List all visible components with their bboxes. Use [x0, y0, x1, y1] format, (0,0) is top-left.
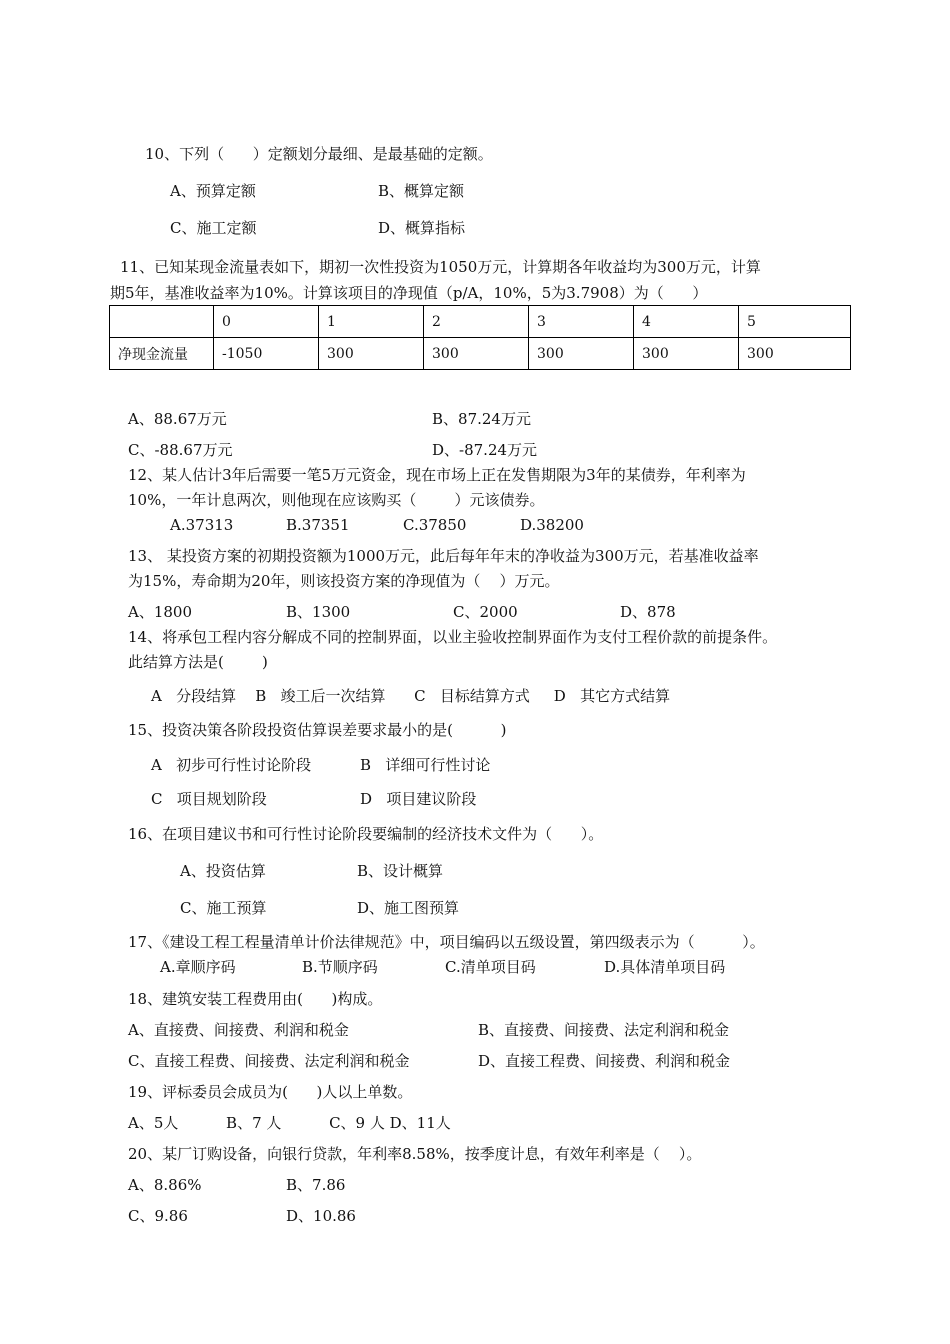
table-header-row — [110, 306, 851, 338]
table-cell: 4 — [634, 306, 739, 338]
q17-option-c: C.清单项目码 — [445, 958, 536, 976]
q10-stem: 10、下列（ ）定额划分最细、是最基础的定额。 — [145, 145, 493, 163]
q15-option-d: D 项目建议阶段 — [360, 790, 477, 808]
q19-options: A、5人 B、7 人 C、9 人 D、11人 — [128, 1114, 451, 1132]
q17-option-d: D.具体清单项目码 — [604, 958, 726, 976]
q20-option-d: D、10.86 — [286, 1207, 356, 1225]
table-cell: 300 — [529, 338, 634, 370]
q12-option-c: C.37850 — [403, 516, 467, 534]
q10-option-c: C、施工定额 — [170, 219, 257, 237]
q12-option-b: B.37351 — [286, 516, 350, 534]
table-cell: 净现金流量 — [110, 338, 214, 370]
table-cell: 5 — [739, 306, 851, 338]
q14-options: A 分段结算 B 竣工后一次结算 C 目标结算方式 D 其它方式结算 — [151, 687, 671, 705]
q15-option-c: C 项目规划阶段 — [151, 790, 267, 808]
q20-option-c: C、9.86 — [128, 1207, 188, 1225]
table-cell: -1050 — [214, 338, 319, 370]
q12-stem-line1: 12、某人估计3年后需要一笔5万元资金，现在市场上正在发售期限为3年的某债券，年利率为 — [128, 466, 746, 484]
q14-stem-line2: 此结算方法是( ) — [128, 653, 268, 671]
q18-option-d: D、直接工程费、间接费、利润和税金 — [478, 1052, 731, 1070]
q18-stem: 18、建筑安装工程费用由( )构成。 — [128, 990, 383, 1008]
q11-option-d: D、-87.24万元 — [432, 441, 538, 459]
q13-option-a: A、1800 — [128, 603, 193, 621]
q18-option-b: B、直接费、间接费、法定利润和税金 — [478, 1021, 730, 1039]
q17-option-a: A.章顺序码 — [160, 958, 236, 976]
q12-option-d: D.38200 — [520, 516, 584, 534]
q16-option-c: C、施工预算 — [180, 899, 267, 917]
table-cell: 300 — [739, 338, 851, 370]
q19-stem: 19、评标委员会成员为( )人以上单数。 — [128, 1083, 413, 1101]
q11-stem-line2: 期5年，基准收益率为10%。计算该项目的净现值（p/A，10%，5为3.7908）为（ ） — [110, 284, 708, 302]
q20-option-a: A、8.86% — [128, 1176, 202, 1194]
q14-stem-line1: 14、将承包工程内容分解成不同的控制界面，以业主验收控制界面作为支付工程价款的前提条件。 — [128, 628, 778, 646]
table-cell: 300 — [319, 338, 424, 370]
q10-option-b: B、概算定额 — [378, 182, 465, 200]
table-row — [110, 338, 851, 370]
q20-stem: 20、某厂订购设备，向银行贷款，年利率8.58%，按季度计息，有效年利率是（ ）。 — [128, 1145, 702, 1163]
q11-option-b: B、87.24万元 — [432, 410, 531, 428]
q16-option-b: B、设计概算 — [357, 862, 444, 880]
q10-option-d: D、概算指标 — [378, 219, 466, 237]
q13-stem-line1: 13、 某投资方案的初期投资额为1000万元，此后每年年末的净收益为300万元，若基准收益率 — [128, 547, 759, 565]
q11-option-c: C、-88.67万元 — [128, 441, 233, 459]
table-cell: 2 — [424, 306, 529, 338]
q10-option-a: A、预算定额 — [170, 182, 256, 200]
q20-option-b: B、7.86 — [286, 1176, 346, 1194]
q13-option-d: D、878 — [620, 603, 676, 621]
cash-flow-table — [109, 305, 851, 370]
table-cell: 300 — [424, 338, 529, 370]
q11-option-a: A、88.67万元 — [128, 410, 227, 428]
table-cell: 1 — [319, 306, 424, 338]
q16-option-a: A、投资估算 — [180, 862, 266, 880]
q16-option-d: D、施工图预算 — [357, 899, 460, 917]
q11-stem-line1: 11、已知某现金流量表如下，期初一次性投资为1050万元，计算期各年收益均为300万元，计算 — [120, 258, 761, 276]
q17-stem: 17、《建设工程工程量清单计价法律规范》中，项目编码以五级设置，第四级表示为（ ）。 — [128, 933, 765, 951]
table-cell — [110, 306, 214, 338]
q18-option-a: A、直接费、间接费、利润和税金 — [128, 1021, 349, 1039]
table-cell: 3 — [529, 306, 634, 338]
table-cell: 0 — [214, 306, 319, 338]
q12-stem-line2: 10%，一年计息两次，则他现在应该购买（ ）元该债券。 — [128, 491, 545, 509]
q13-option-c: C、2000 — [453, 603, 518, 621]
q12-option-a: A.37313 — [170, 516, 234, 534]
table-cell: 300 — [634, 338, 739, 370]
q13-stem-line2: 为15%，寿命期为20年，则该投资方案的净现值为（ ）万元。 — [128, 572, 560, 590]
q17-option-b: B.节顺序码 — [302, 958, 378, 976]
q13-option-b: B、1300 — [286, 603, 351, 621]
q18-option-c: C、直接工程费、间接费、法定利润和税金 — [128, 1052, 410, 1070]
q15-stem: 15、投资决策各阶段投资估算误差要求最小的是( ) — [128, 721, 507, 739]
q15-option-b: B 详细可行性讨论 — [360, 756, 491, 774]
q16-stem: 16、在项目建议书和可行性讨论阶段要编制的经济技术文件为（ ）。 — [128, 825, 604, 843]
q15-option-a: A 初步可行性讨论阶段 — [151, 756, 312, 774]
